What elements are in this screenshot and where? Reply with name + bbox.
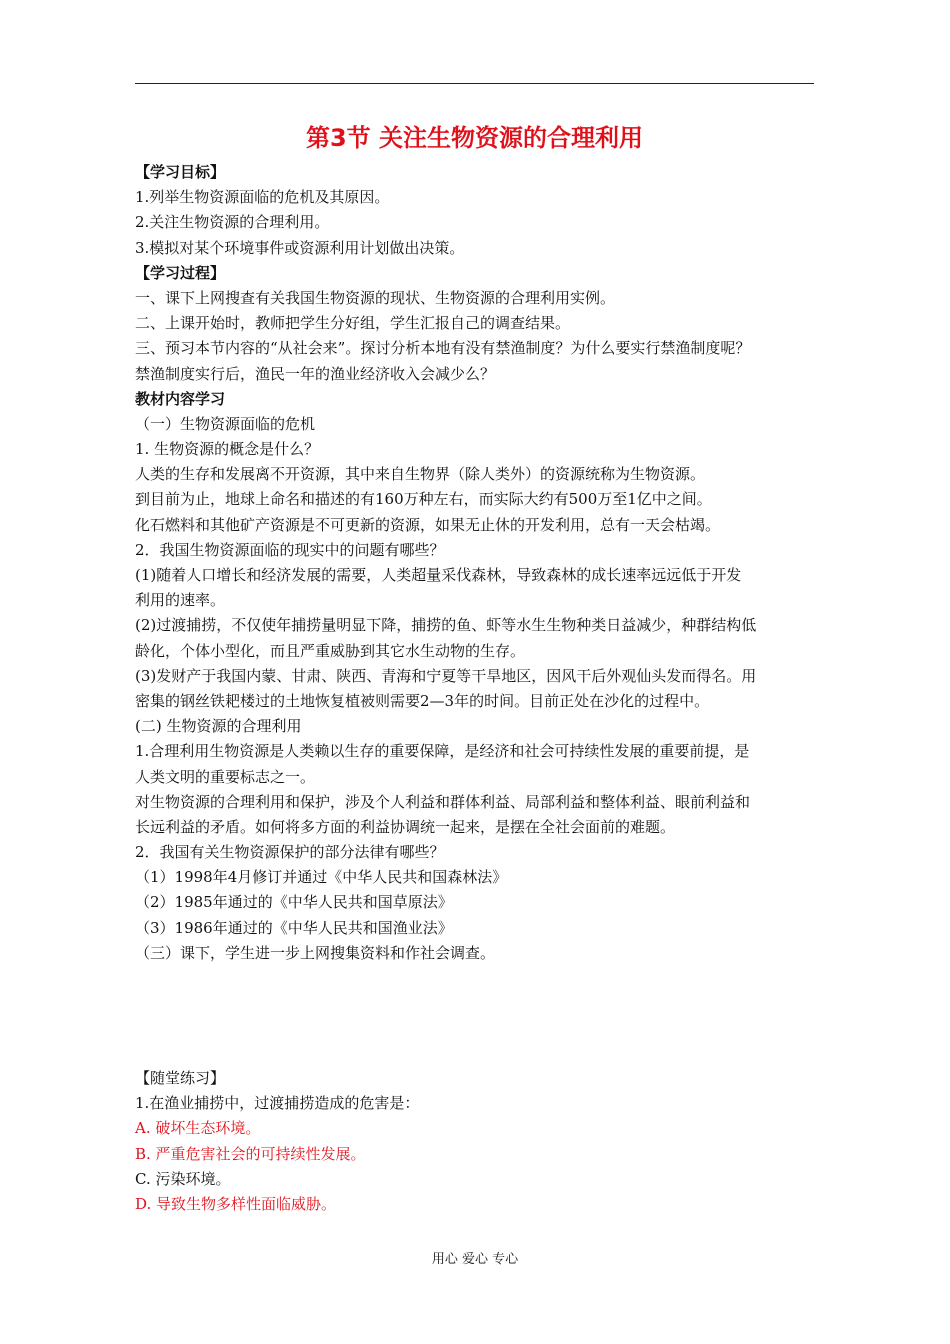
section-exercise <box>135 1066 825 1217</box>
text-line: 3.模拟对某个环境事件或资源利用计划做出决策。 <box>135 238 465 257</box>
page-title: 第3节 关注生物资源的合理利用 <box>305 124 644 152</box>
heading-content: 教材内容学习 <box>135 389 226 408</box>
text-line: 1.列举生物资源面临的危机及其原因。 <box>135 188 390 207</box>
text-line: (二) 生物资源的合理利用 <box>135 717 302 736</box>
question-1: 1.在渔业捕捞中，过渡捕捞造成的危害是： <box>135 1094 420 1113</box>
option-b: B. 严重危害社会的可持续性发展。 <box>135 1144 366 1163</box>
text-line: (2)过渡捕捞，不仅使年捕捞量明显下降，捕捞的鱼、虾等水生生物种类日益减少，种群结构低 <box>135 616 757 635</box>
option-c: C. 污染环境。 <box>135 1169 231 1188</box>
text-line: 禁渔制度实行后，渔民一年的渔业经济收入会减少么？ <box>135 364 496 383</box>
text-line: 二、上课开始时，教师把学生分好组，学生汇报自己的调查结果。 <box>135 314 571 333</box>
text-line: 2.关注生物资源的合理利用。 <box>135 213 330 232</box>
text-line: 2．我国生物资源面临的现实中的问题有哪些？ <box>135 540 445 559</box>
option-d: D. 导致生物多样性面临威胁。 <box>135 1194 337 1213</box>
text-line: (3)发财产于我国内蒙、甘肃、陕西、青海和宁夏等干旱地区，因风干后外观仙头发而得名。用 <box>135 666 757 685</box>
text-line: 到目前为止，地球上命名和描述的有160万种左右，而实际大约有500万至1亿中之间。 <box>135 490 712 509</box>
heading-exercise: 【随堂练习】 <box>135 1069 226 1087</box>
text-line: 对生物资源的合理利用和保护，涉及个人利益和群体利益、局部利益和整体利益、眼前利益和 <box>135 792 751 811</box>
top-rule <box>135 83 814 84</box>
section-main <box>135 160 825 966</box>
text-line: 人类文明的重要标志之一。 <box>135 767 316 786</box>
text-line: 密集的钢丝铁耙楼过的土地恢复植被则需要2—3年的时间。目前正处在沙化的过程中。 <box>135 691 710 710</box>
text-line: 长远利益的矛盾。如何将多方面的利益协调统一起来，是摆在全社会面前的难题。 <box>135 817 676 836</box>
text-line: 1. 生物资源的概念是什么？ <box>135 440 320 459</box>
text-line: 1.合理利用生物资源是人类赖以生存的重要保障，是经济和社会可持续性发展的重要前提，是 <box>135 742 750 761</box>
text-line: （三）课下，学生进一步上网搜集资料和作社会调查。 <box>135 943 496 962</box>
option-a: A. 破坏生态环境。 <box>135 1119 261 1138</box>
text-line: 龄化，个体小型化，而且严重威胁到其它水生动物的生存。 <box>135 641 526 660</box>
text-line: （1）1998年4月修订并通过《中华人民共和国森林法》 <box>135 868 508 887</box>
text-line: 三、预习本节内容的“从社会来”。探讨分析本地有没有禁渔制度？为什么要实行禁渔制度呢？ <box>135 339 751 358</box>
text-line: 2．我国有关生物资源保护的部分法律有哪些？ <box>135 843 445 862</box>
text-line: 一、课下上网搜查有关我国生物资源的现状、生物资源的合理利用实例。 <box>135 288 616 307</box>
heading-process: 【学习过程】 <box>135 263 226 282</box>
text-line: 化石燃料和其他矿产资源是不可更新的资源，如果无止休的开发利用，总有一天会枯竭。 <box>135 515 721 534</box>
text-line: 利用的速率。 <box>135 591 226 610</box>
text-line: (1)随着人口增长和经济发展的需要，人类超量采伐森林，导致森林的成长速率远远低于开发 <box>135 566 742 584</box>
text-line: （一）生物资源面临的危机 <box>135 414 316 433</box>
page-footer: 用心 爱心 专心 <box>431 1252 519 1267</box>
text-line: 人类的生存和发展离不开资源，其中来自生物界（除人类外）的资源统称为生物资源。 <box>135 465 706 484</box>
text-line: （2）1985年通过的《中华人民共和国草原法》 <box>135 893 453 912</box>
spacer <box>135 966 825 1066</box>
heading-objectives: 【学习目标】 <box>135 163 226 181</box>
document-body <box>135 160 825 1217</box>
text-line: （3）1986年通过的《中华人民共和国渔业法》 <box>135 918 453 937</box>
